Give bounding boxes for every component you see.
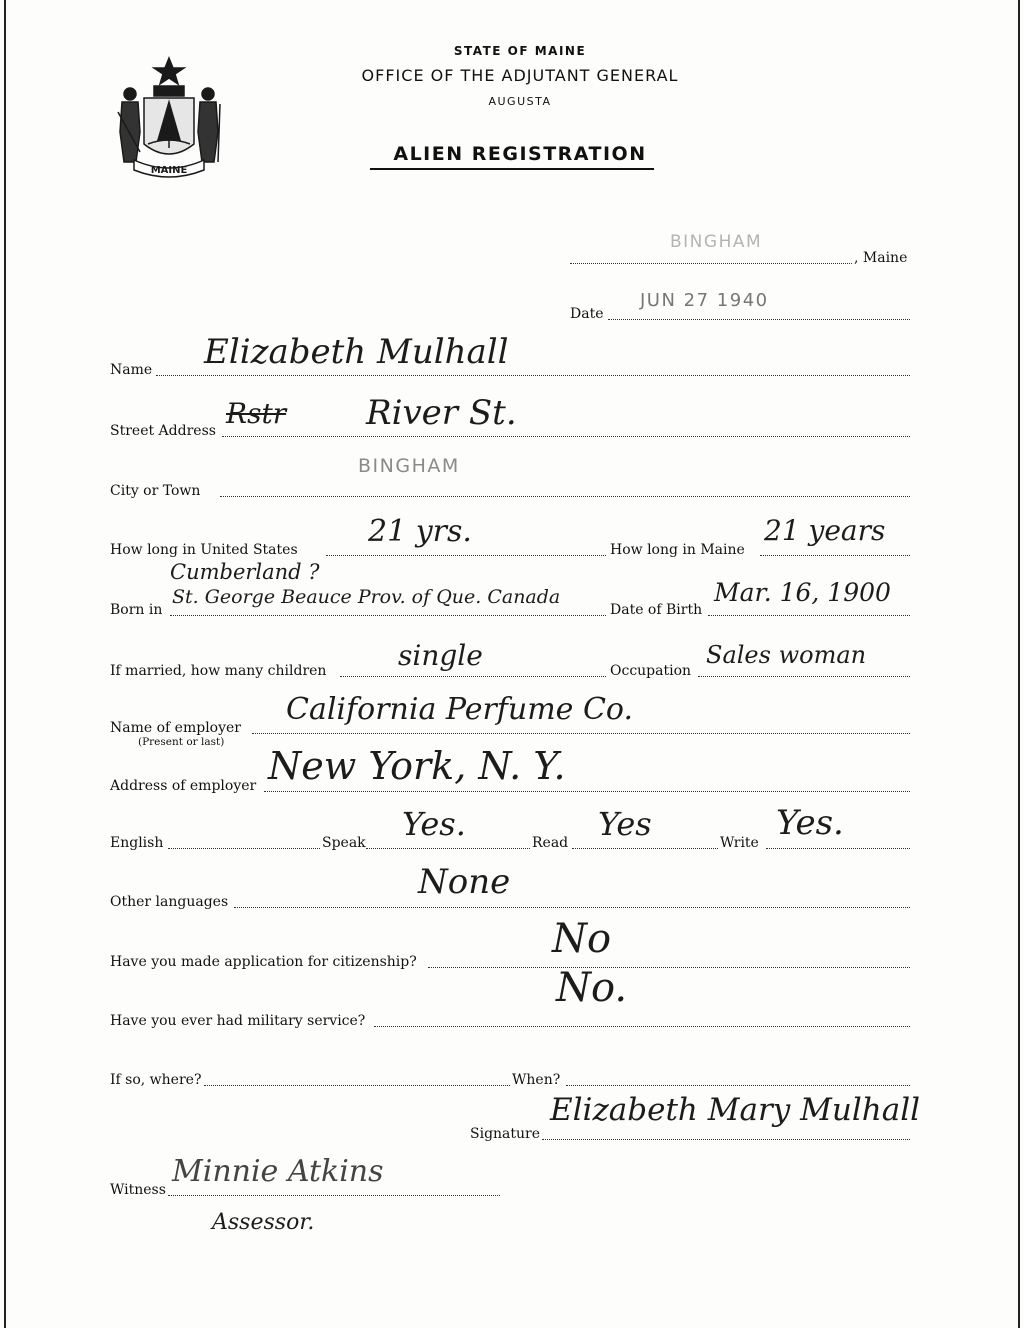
maine-label: , Maine (854, 250, 908, 266)
born-label: Born in (110, 602, 163, 618)
birth-row (110, 560, 910, 620)
title-underline (370, 168, 654, 170)
city-stamp: BINGHAM (358, 455, 460, 477)
employer-address-row (110, 744, 910, 796)
witness-label: Witness (110, 1182, 166, 1198)
citizenship-value: No (552, 916, 612, 962)
date-row (110, 290, 910, 324)
form-title: ALIEN REGISTRATION (393, 143, 647, 165)
born-annotation: Cumberland ? (170, 560, 320, 584)
signature-value: Elizabeth Mary Mulhall (550, 1092, 921, 1128)
english-label: English (110, 835, 164, 851)
occupation-label: Occupation (610, 663, 692, 679)
citizenship-row (110, 916, 910, 972)
city-label: City or Town (110, 483, 201, 499)
children-value: single (398, 639, 483, 672)
signature-row (110, 1092, 921, 1144)
service-where-row (110, 1060, 910, 1090)
employer-row (110, 692, 910, 748)
other-languages-label: Other languages (110, 894, 229, 910)
employer-label: Name of employer (110, 720, 241, 736)
maine-length-value: 21 years (764, 514, 886, 547)
street-struck-value: Rstr (226, 397, 287, 430)
residence-row (110, 514, 910, 560)
date-label: Date (570, 306, 604, 322)
office-heading: OFFICE OF THE ADJUTANT GENERAL (361, 66, 679, 85)
other-languages-row (110, 862, 910, 912)
where-label: If so, where? (110, 1072, 202, 1088)
read-label: Read (532, 835, 569, 851)
military-row (110, 965, 910, 1031)
employer-address-label: Address of employer (110, 778, 257, 794)
name-row (110, 332, 910, 380)
state-heading: STATE OF MAINE (453, 44, 587, 58)
street-label: Street Address (110, 423, 216, 439)
city-heading: AUGUSTA (488, 95, 552, 108)
read-value: Yes (598, 805, 652, 843)
place-stamp: BINGHAM (670, 232, 763, 252)
us-length-label: How long in United States (110, 542, 298, 558)
family-occupation-row (110, 639, 910, 681)
place-row (110, 232, 910, 268)
employer-sublabel: (Present or last) (138, 736, 225, 748)
witness-row (110, 1154, 910, 1235)
city-row (110, 455, 910, 501)
english-row (110, 803, 910, 853)
write-label: Write (720, 835, 759, 851)
employer-address-value: New York, N. Y. (268, 744, 566, 788)
seal-label: MAINE (150, 165, 188, 176)
citizenship-label: Have you made application for citizenship? (110, 954, 417, 970)
occupation-value: Sales woman (706, 641, 867, 669)
maine-seal-icon (110, 52, 228, 182)
military-value: No. (556, 965, 628, 1011)
children-label: If married, how many children (110, 663, 327, 679)
other-languages-value: None (418, 862, 511, 902)
born-value: St. George Beauce Prov. of Que. Canada (172, 586, 561, 608)
street-row (110, 393, 910, 441)
witness-title: Assessor. (212, 1210, 315, 1235)
write-value: Yes. (776, 803, 844, 843)
witness-value: Minnie Atkins (172, 1154, 384, 1189)
street-value: River St. (366, 393, 517, 433)
dob-value: Mar. 16, 1900 (714, 578, 891, 607)
employer-value: California Perfume Co. (286, 692, 633, 727)
dob-label: Date of Birth (610, 602, 703, 618)
when-label: When? (512, 1072, 561, 1088)
military-label: Have you ever had military service? (110, 1013, 366, 1029)
maine-length-label: How long in Maine (610, 542, 745, 558)
signature-label: Signature (470, 1126, 541, 1142)
date-stamp: JUN 27 1940 (640, 290, 769, 311)
name-label: Name (110, 362, 153, 378)
name-value: Elizabeth Mulhall (204, 332, 509, 372)
speak-label: Speak (322, 835, 366, 851)
speak-value: Yes. (402, 805, 466, 843)
us-length-value: 21 yrs. (368, 514, 472, 549)
